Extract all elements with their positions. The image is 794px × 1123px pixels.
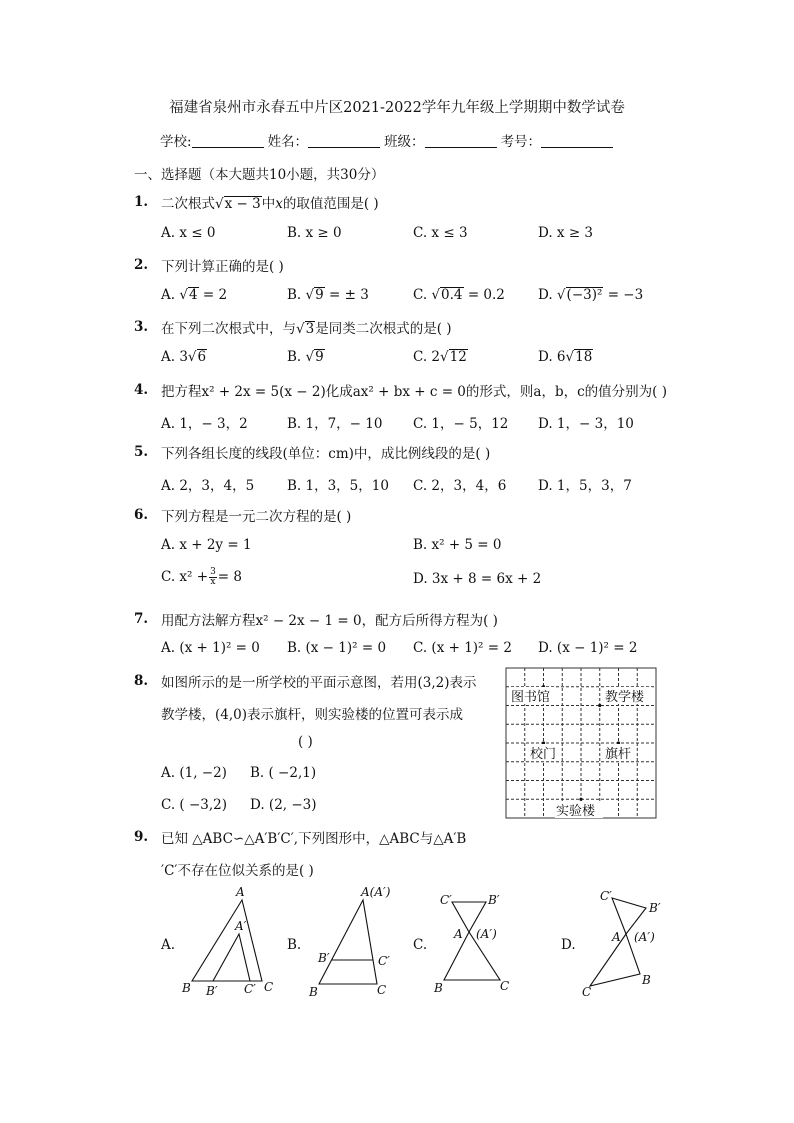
svg-text:B: B [182, 981, 191, 995]
q1-option-d[interactable]: D. x ≥ 3 [538, 225, 594, 241]
svg-text:A(A′): A(A′) [361, 885, 391, 899]
q8-option-c[interactable]: C. ( −3,2) [161, 797, 228, 813]
q2-option-c[interactable]: C. √0.4 = 0.2 [413, 287, 505, 303]
q9-text-line2: ′C′不存在位似关系的是( ) [161, 863, 314, 879]
q8-answer-paren: ( ) [298, 734, 313, 750]
q9-figure-a [178, 884, 280, 1002]
q7-option-b[interactable]: B. (x − 1)² = 0 [287, 640, 387, 656]
svg-text:A: A [454, 927, 463, 941]
q6-option-c[interactable]: C. x² + $\frac{3}{x}$ = 8 [161, 567, 242, 587]
svg-text:C: C [500, 979, 510, 993]
map-label-gate: 校门 [530, 747, 557, 762]
svg-text:B′: B′ [206, 984, 218, 998]
map-label-teaching: 教学楼 [605, 690, 645, 705]
svg-text:B: B [642, 973, 651, 987]
q4-option-c[interactable]: C. 1，− 5，12 [413, 416, 509, 432]
q5-option-c[interactable]: C. 2，3，4，6 [413, 478, 507, 494]
map-label-lab: 实验楼 [556, 804, 596, 819]
svg-text:C: C [377, 983, 387, 997]
q6-text: 下列方程是一元二次方程的是( ) [161, 509, 352, 525]
svg-text:C: C [264, 980, 274, 994]
q1-option-c[interactable]: C. x ≤ 3 [413, 225, 468, 241]
q5-text: 下列各组长度的线段(单位：cm)中，成比例线段的是( ) [161, 446, 491, 462]
q9-option-d[interactable]: D. [561, 937, 576, 953]
q8-text-line1: 如图所示的是一所学校的平面示意图，若用(3,2)表示 [161, 675, 477, 691]
student-info-line [160, 130, 617, 150]
q9-option-c[interactable]: C. [413, 937, 428, 953]
class-label: 班级： [384, 134, 425, 150]
q8-option-d[interactable]: D. (2, −3) [250, 797, 317, 813]
q7-option-d[interactable]: D. (x − 1)² = 2 [538, 640, 638, 656]
map-label-library: 图书馆 [511, 690, 551, 705]
teaching-point [598, 704, 601, 707]
map-label-flag: 旗杆 [605, 747, 632, 762]
svg-text:(A′): (A′) [634, 930, 655, 944]
svg-text:C′: C′ [244, 982, 256, 996]
svg-text:B: B [309, 985, 318, 999]
exam-no-blank [541, 135, 613, 148]
q8-option-a[interactable]: A. (1, −2) [161, 765, 227, 781]
q9-figure-d [576, 882, 676, 1000]
q2-option-b[interactable]: B. √9 = ± 3 [287, 287, 369, 303]
class-blank [425, 135, 497, 148]
q2-option-a[interactable]: A. √4 = 2 [161, 287, 228, 303]
q3-number: 3. [134, 319, 149, 335]
svg-text:B: B [434, 981, 443, 995]
q4-number: 4. [134, 382, 149, 398]
q7-number: 7. [134, 611, 149, 627]
q1-number: 1. [134, 194, 149, 210]
svg-text:C′: C′ [440, 893, 452, 907]
svg-text:C: C [582, 985, 592, 999]
q6-option-d[interactable]: D. 3x + 8 = 6x + 2 [413, 571, 542, 587]
q1-option-a[interactable]: A. x ≤ 0 [161, 225, 216, 241]
q4-option-b[interactable]: B. 1，7，− 10 [287, 416, 383, 432]
q8-text-line2: 教学楼，(4,0)表示旗杆，则实验楼的位置可表示成 [161, 707, 464, 723]
q5-option-a[interactable]: A. 2，3，4，5 [161, 478, 255, 494]
svg-text:B′: B′ [318, 951, 330, 965]
page-title: 福建省泉州市永春五中片区2021-2022学年九年级上学期期中数学试卷 [169, 100, 625, 116]
q6-option-a[interactable]: A. x + 2y = 1 [161, 537, 252, 553]
q8-option-b[interactable]: B. ( −2,1) [250, 765, 317, 781]
q5-option-b[interactable]: B. 1，3，5，10 [287, 478, 389, 494]
lab-point [579, 798, 582, 801]
q7-text: 用配方法解方程x² − 2x − 1 = 0，配方后所得方程为( ) [161, 613, 498, 629]
q9-text-line1: 已知 △ABC∽△A′B′C′,下列图形中，△ABC与△A′B [161, 831, 467, 847]
name-label: 姓名： [267, 134, 309, 150]
q8-number: 8. [134, 673, 149, 689]
svg-text:A: A [236, 885, 245, 899]
q3-option-c[interactable]: C. 2√12 [413, 349, 467, 365]
svg-text:B′: B′ [649, 901, 661, 915]
school-blank [192, 135, 264, 148]
q7-option-c[interactable]: C. (x + 1)² = 2 [413, 640, 512, 656]
q9-figure-b [305, 880, 405, 1002]
q1-text: 二次根式√x − 3中x的取值范围是( ) [161, 196, 379, 212]
q4-text: 把方程x² + 2x = 5(x − 2)化成ax² + bx + c = 0的形式，则a，b，c的值分别为( ) [161, 384, 667, 400]
school-map-figure [500, 664, 662, 824]
svg-text:C′: C′ [378, 954, 390, 968]
section-heading: 一、选择题（本大题共10小题，共30分） [134, 167, 385, 183]
school-label: 学校: [160, 134, 192, 150]
svg-text:C′: C′ [600, 889, 612, 903]
q9-figure-c [430, 884, 522, 1000]
q3-option-a[interactable]: A. 3√6 [161, 349, 207, 365]
q6-option-b[interactable]: B. x² + 5 = 0 [413, 537, 502, 553]
exam-no-label: 考号： [500, 134, 542, 150]
q3-option-d[interactable]: D. 6√18 [538, 349, 593, 365]
q7-option-a[interactable]: A. (x + 1)² = 0 [161, 640, 260, 656]
q4-option-d[interactable]: D. 1，− 3，10 [538, 416, 634, 432]
q3-text: 在下列二次根式中，与√3是同类二次根式的是( ) [161, 321, 452, 337]
q5-option-d[interactable]: D. 1，5，3，7 [538, 478, 632, 494]
q1-radical: x − 3 [224, 196, 261, 212]
q6-fraction: $\frac{3}{x}$ [210, 567, 216, 587]
q5-number: 5. [134, 444, 149, 460]
svg-text:B′: B′ [488, 893, 500, 907]
svg-text:(A′): (A′) [476, 927, 497, 941]
q2-option-d[interactable]: D. √(−3)² = −3 [538, 287, 644, 303]
q2-text: 下列计算正确的是( ) [161, 259, 284, 275]
name-blank [308, 135, 380, 148]
q9-number: 9. [134, 829, 149, 845]
q3-option-b[interactable]: B. √9 [287, 349, 324, 365]
svg-text:A′: A′ [235, 919, 247, 933]
q9-option-b[interactable]: B. [287, 937, 302, 953]
svg-text:A: A [612, 930, 621, 944]
q9-option-a[interactable]: A. [161, 937, 176, 953]
q2-number: 2. [134, 257, 149, 273]
q1-option-b[interactable]: B. x ≥ 0 [287, 225, 342, 241]
q6-number: 6. [134, 507, 149, 523]
q4-option-a[interactable]: A. 1，− 3，2 [161, 416, 248, 432]
